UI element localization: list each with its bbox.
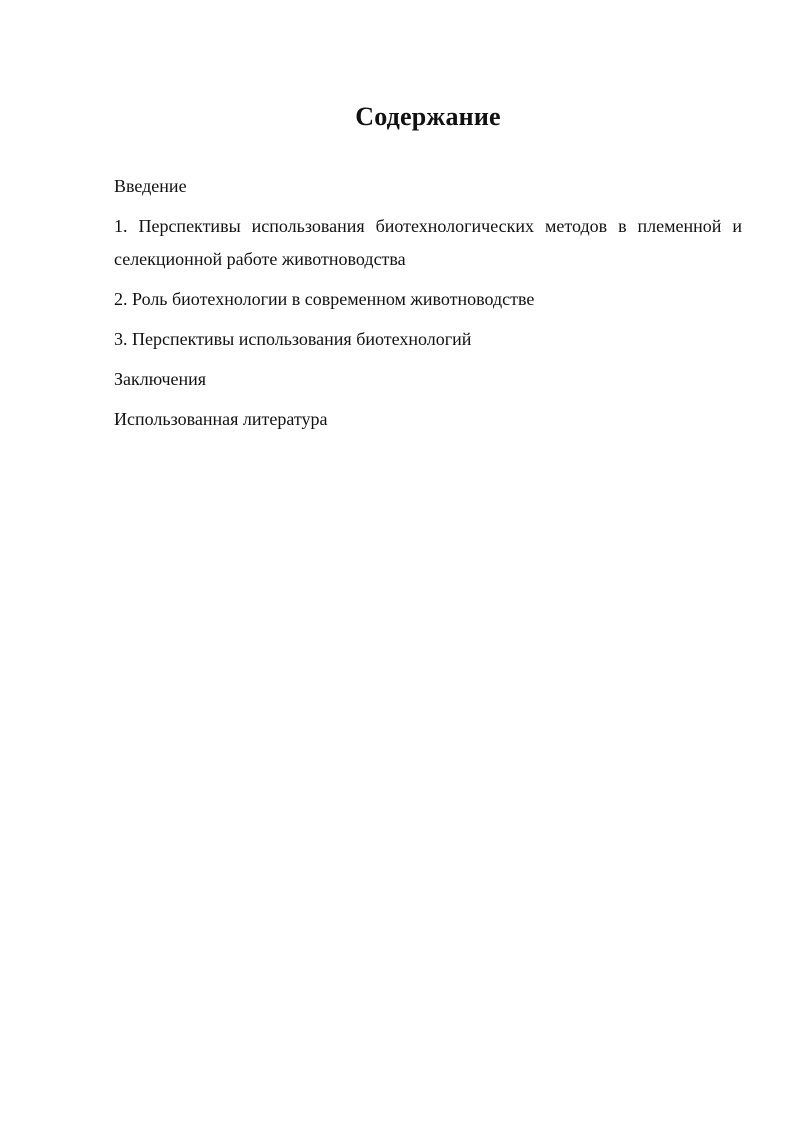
toc-item-references: Использованная литература [114,409,328,429]
toc-item-section-2: 2. Роль биотехнологии в современном животноводстве [114,289,535,309]
toc-item-conclusions: Заключения [114,369,207,389]
toc-item-section-1: 1. Перспективы использования биотехнологических методов в племенной и селекционной работе животноводства [114,216,742,269]
toc-item-section-3: 3. Перспективы использования биотехнологий [114,329,472,349]
table-of-contents [114,170,742,443]
toc-item-introduction: Введение [114,176,187,196]
page-title: Содержание [355,102,501,131]
